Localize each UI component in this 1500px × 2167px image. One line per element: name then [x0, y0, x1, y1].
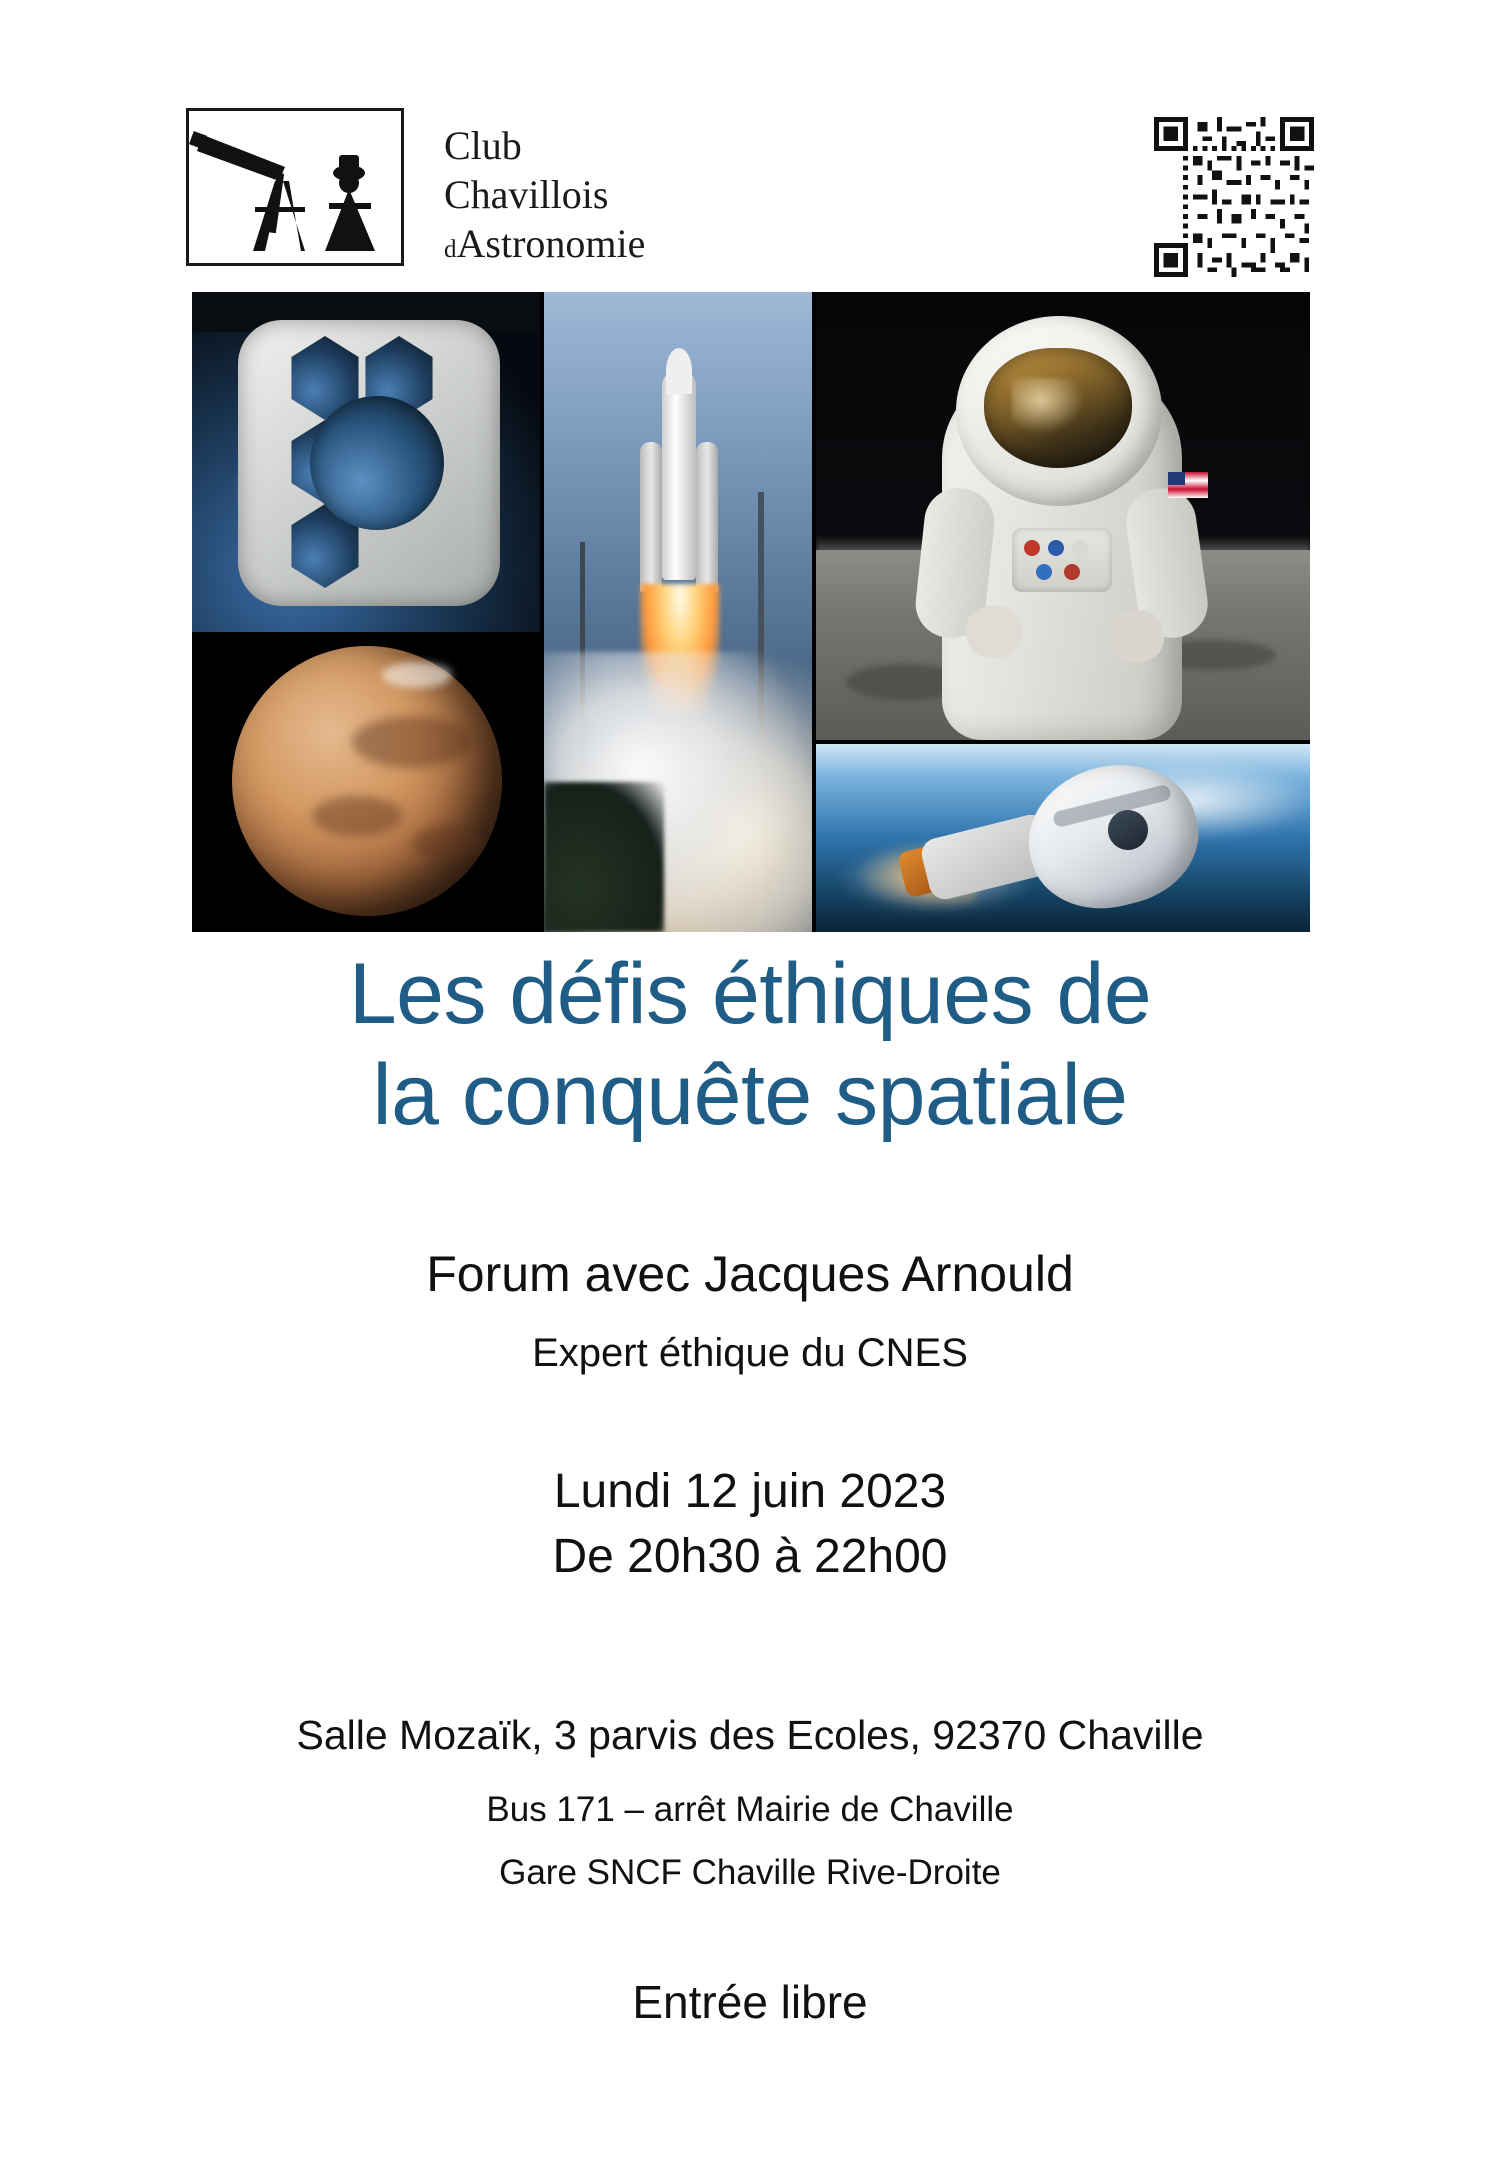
event-venue: Salle Mozaïk, 3 parvis des Ecoles, 92370 Chaville: [296, 1712, 1204, 1758]
us-flag-canton: [1168, 472, 1185, 485]
transport-train: Gare SNCF Chaville Rive-Droite: [499, 1853, 1001, 1892]
club-name-line-3-prefix: d: [444, 235, 457, 263]
transport-bus: Bus 171 – arrêt Mairie de Chaville: [486, 1790, 1014, 1829]
page-title: [100, 944, 1400, 1147]
mars-surface-feature: [352, 716, 472, 768]
visor-reflection: [1012, 378, 1084, 434]
spacesuit-glove-left: [966, 606, 1022, 658]
chest-indicator: [1036, 564, 1052, 580]
club-name: [444, 108, 645, 268]
foreground-vegetation: [544, 782, 664, 932]
mars-disc: [232, 646, 502, 916]
mars-surface-feature: [412, 826, 482, 860]
event-subtitle: Forum avec Jacques Arnould: [426, 1246, 1074, 1302]
chest-indicator: [1024, 540, 1040, 556]
rocket-booster-left: [640, 442, 662, 592]
rocket-body: [662, 370, 696, 580]
photo-collage: [192, 292, 1310, 932]
chest-indicator: [1072, 540, 1088, 556]
qr-code-icon[interactable]: [1154, 117, 1314, 277]
title-line-1: Les défis éthiques de: [348, 946, 1152, 1042]
telescope-observer-icon: [186, 108, 404, 266]
chest-indicator: [1064, 564, 1080, 580]
ariane-rocket-launch-image: [544, 292, 812, 932]
poster-header: [186, 108, 1314, 268]
speaker-role: Expert éthique du CNES: [532, 1331, 968, 1375]
rocket-nose-cone: [666, 348, 692, 394]
club-name-line-3: [444, 220, 645, 269]
title-line-2: la conquête spatiale: [372, 1047, 1128, 1144]
space-capsule-over-earth-image: [816, 744, 1310, 932]
mars-polar-cap: [382, 662, 452, 688]
club-name-line-2: Chavillois: [444, 171, 609, 217]
entry-info: Entrée libre: [632, 1976, 868, 2028]
club-name-line-1: Club: [444, 123, 522, 168]
club-name-line-3-main: Astronomie: [456, 220, 646, 266]
satellite-hex-structure-over-earth-image: [192, 292, 540, 632]
hex-center-aperture: [310, 396, 444, 530]
event-datetime: [100, 1460, 1400, 1590]
rocket-booster-right: [696, 442, 718, 592]
mars-surface-feature: [312, 796, 402, 836]
planet-mars-image: [192, 636, 540, 932]
event-date: Lundi 12 juin 2023: [553, 1465, 947, 1518]
spacesuit-glove-right: [1108, 610, 1164, 662]
chest-indicator: [1048, 540, 1064, 556]
club-logo: [186, 108, 645, 268]
event-time: De 20h30 à 22h00: [552, 1529, 948, 1583]
chest-control-unit: [1012, 528, 1112, 592]
astronaut-on-the-moon-image: [816, 292, 1310, 740]
